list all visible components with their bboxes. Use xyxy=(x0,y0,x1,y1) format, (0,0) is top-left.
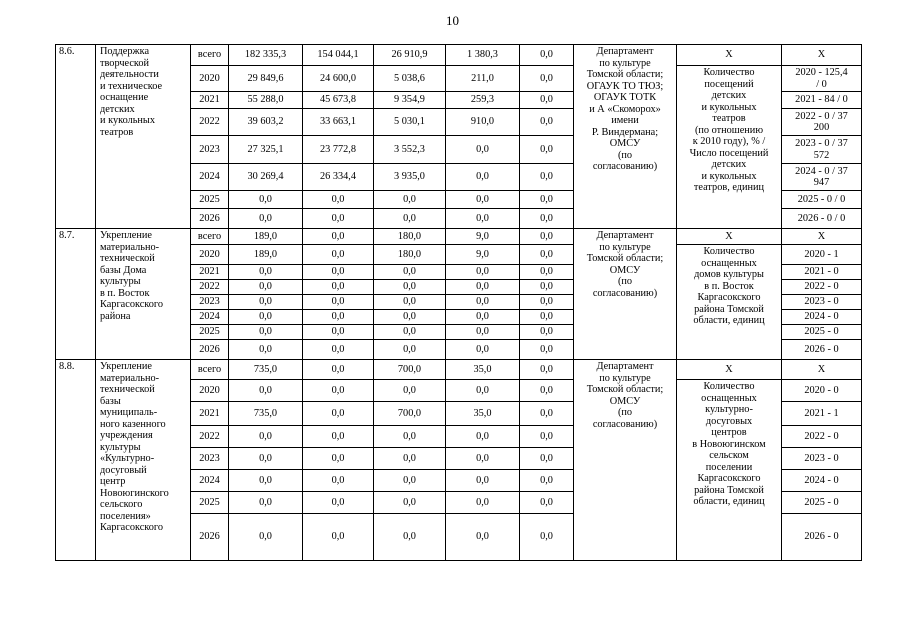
regional-amount: 0,0 xyxy=(374,191,446,209)
total-amount: 30 269,4 xyxy=(229,164,303,191)
local-amount: 9,0 xyxy=(446,245,520,265)
regional-amount: 0,0 xyxy=(374,514,446,561)
regional-amount: 0,0 xyxy=(374,340,446,360)
indicator-x: Х xyxy=(677,229,782,245)
total-amount: 0,0 xyxy=(229,191,303,209)
regional-amount: 700,0 xyxy=(374,402,446,426)
extrabudget-amount: 0,0 xyxy=(520,164,574,191)
federal-amount: 0,0 xyxy=(303,245,374,265)
extrabudget-amount: 0,0 xyxy=(520,310,574,325)
table-body xyxy=(56,45,862,561)
regional-amount: 26 910,9 xyxy=(374,45,446,66)
year-cell: 2022 xyxy=(191,109,229,136)
extrabudget-amount: 0,0 xyxy=(520,426,574,448)
federal-amount: 0,0 xyxy=(303,514,374,561)
federal-amount: 0,0 xyxy=(303,280,374,295)
total-amount: 0,0 xyxy=(229,310,303,325)
year-cell: 2020 xyxy=(191,245,229,265)
extrabudget-amount: 0,0 xyxy=(520,209,574,229)
target-value: 2020 - 0 xyxy=(782,380,862,402)
total-amount: 27 325,1 xyxy=(229,136,303,164)
regional-amount: 0,0 xyxy=(374,295,446,310)
extrabudget-amount: 0,0 xyxy=(520,191,574,209)
regional-amount: 9 354,9 xyxy=(374,92,446,109)
local-amount: 0,0 xyxy=(446,340,520,360)
year-cell: 2022 xyxy=(191,426,229,448)
year-cell: всего xyxy=(191,360,229,380)
extrabudget-amount: 0,0 xyxy=(520,280,574,295)
total-amount: 735,0 xyxy=(229,402,303,426)
federal-amount: 0,0 xyxy=(303,470,374,492)
year-cell: 2023 xyxy=(191,295,229,310)
activity-number: 8.7. xyxy=(56,229,96,360)
total-amount: 0,0 xyxy=(229,340,303,360)
extrabudget-amount: 0,0 xyxy=(520,229,574,245)
year-cell: 2026 xyxy=(191,209,229,229)
year-cell: 2024 xyxy=(191,164,229,191)
local-amount: 9,0 xyxy=(446,229,520,245)
year-cell: всего xyxy=(191,229,229,245)
table-row xyxy=(56,45,862,66)
federal-amount: 0,0 xyxy=(303,191,374,209)
local-amount: 0,0 xyxy=(446,209,520,229)
year-cell: 2025 xyxy=(191,191,229,209)
federal-amount: 0,0 xyxy=(303,426,374,448)
regional-amount: 5 038,6 xyxy=(374,66,446,92)
table-row xyxy=(56,360,862,380)
executor: Департамент по культуре Томской области; ОМСУ (по согласованию) xyxy=(574,229,677,360)
activity-number: 8.6. xyxy=(56,45,96,229)
regional-amount: 0,0 xyxy=(374,310,446,325)
year-cell: 2025 xyxy=(191,325,229,340)
target-value: 2024 - 0 / 37 947 xyxy=(782,164,862,191)
executor: Департамент по культуре Томской области; ОГАУК ТО ТЮЗ; ОГАУК ТОТК и А «Скоморох» имени Р. Виндермана; ОМСУ (по согласованию) xyxy=(574,45,677,229)
target-x: Х xyxy=(782,45,862,66)
page-number: 10 xyxy=(446,13,459,28)
extrabudget-amount: 0,0 xyxy=(520,325,574,340)
target-value: 2022 - 0 / 37 200 xyxy=(782,109,862,136)
extrabudget-amount: 0,0 xyxy=(520,92,574,109)
table-row xyxy=(56,229,862,245)
target-value: 2021 - 84 / 0 xyxy=(782,92,862,109)
regional-amount: 0,0 xyxy=(374,209,446,229)
regional-amount: 3 935,0 xyxy=(374,164,446,191)
regional-amount: 0,0 xyxy=(374,448,446,470)
total-amount: 0,0 xyxy=(229,470,303,492)
regional-amount: 0,0 xyxy=(374,380,446,402)
extrabudget-amount: 0,0 xyxy=(520,402,574,426)
total-amount: 0,0 xyxy=(229,426,303,448)
local-amount: 0,0 xyxy=(446,380,520,402)
year-cell: 2024 xyxy=(191,470,229,492)
target-value: 2021 - 1 xyxy=(782,402,862,426)
year-cell: 2025 xyxy=(191,492,229,514)
total-amount: 189,0 xyxy=(229,229,303,245)
target-x: Х xyxy=(782,360,862,380)
total-amount: 735,0 xyxy=(229,360,303,380)
extrabudget-amount: 0,0 xyxy=(520,136,574,164)
target-value: 2021 - 0 xyxy=(782,265,862,280)
target-value: 2023 - 0 xyxy=(782,448,862,470)
local-amount: 0,0 xyxy=(446,295,520,310)
local-amount: 0,0 xyxy=(446,265,520,280)
total-amount: 29 849,6 xyxy=(229,66,303,92)
activity-name: Укрепление материально- технической базы Дома культуры в п. Восток Каргасокского района xyxy=(96,229,191,360)
regional-amount: 700,0 xyxy=(374,360,446,380)
target-value: 2026 - 0 xyxy=(782,514,862,561)
extrabudget-amount: 0,0 xyxy=(520,245,574,265)
total-amount: 0,0 xyxy=(229,492,303,514)
indicator-name: Количество оснащенных домов культуры в п. Восток Каргасокского района Томской области, единиц xyxy=(677,245,782,360)
total-amount: 0,0 xyxy=(229,380,303,402)
target-value: 2026 - 0 xyxy=(782,340,862,360)
target-value: 2023 - 0 xyxy=(782,295,862,310)
federal-amount: 0,0 xyxy=(303,402,374,426)
federal-amount: 154 044,1 xyxy=(303,45,374,66)
local-amount: 0,0 xyxy=(446,448,520,470)
total-amount: 0,0 xyxy=(229,514,303,561)
federal-amount: 0,0 xyxy=(303,380,374,402)
federal-amount: 0,0 xyxy=(303,360,374,380)
indicator-name: Количество посещений детских и кукольных театров (по отношению к 2010 году), % / Число посещений детских и кукольных театров, единиц xyxy=(677,66,782,229)
target-value: 2022 - 0 xyxy=(782,426,862,448)
local-amount: 0,0 xyxy=(446,514,520,561)
extrabudget-amount: 0,0 xyxy=(520,470,574,492)
year-cell: 2022 xyxy=(191,280,229,295)
federal-amount: 0,0 xyxy=(303,448,374,470)
federal-amount: 33 663,1 xyxy=(303,109,374,136)
total-amount: 0,0 xyxy=(229,280,303,295)
federal-amount: 0,0 xyxy=(303,229,374,245)
total-amount: 55 288,0 xyxy=(229,92,303,109)
local-amount: 0,0 xyxy=(446,492,520,514)
total-amount: 39 603,2 xyxy=(229,109,303,136)
year-cell: 2023 xyxy=(191,448,229,470)
federal-amount: 24 600,0 xyxy=(303,66,374,92)
regional-amount: 0,0 xyxy=(374,280,446,295)
local-amount: 0,0 xyxy=(446,164,520,191)
federal-amount: 23 772,8 xyxy=(303,136,374,164)
target-value: 2024 - 0 xyxy=(782,310,862,325)
extrabudget-amount: 0,0 xyxy=(520,492,574,514)
extrabudget-amount: 0,0 xyxy=(520,340,574,360)
total-amount: 0,0 xyxy=(229,448,303,470)
year-cell: 2021 xyxy=(191,92,229,109)
year-cell: 2021 xyxy=(191,265,229,280)
target-value: 2020 - 125,4 / 0 xyxy=(782,66,862,92)
local-amount: 211,0 xyxy=(446,66,520,92)
federal-amount: 0,0 xyxy=(303,340,374,360)
target-value: 2023 - 0 / 37 572 xyxy=(782,136,862,164)
extrabudget-amount: 0,0 xyxy=(520,448,574,470)
federal-amount: 0,0 xyxy=(303,265,374,280)
total-amount: 0,0 xyxy=(229,209,303,229)
local-amount: 0,0 xyxy=(446,470,520,492)
target-value: 2025 - 0 xyxy=(782,325,862,340)
extrabudget-amount: 0,0 xyxy=(520,295,574,310)
year-cell: 2026 xyxy=(191,340,229,360)
year-cell: 2024 xyxy=(191,310,229,325)
extrabudget-amount: 0,0 xyxy=(520,380,574,402)
regional-amount: 0,0 xyxy=(374,426,446,448)
year-cell: 2020 xyxy=(191,66,229,92)
federal-amount: 45 673,8 xyxy=(303,92,374,109)
target-value: 2024 - 0 xyxy=(782,470,862,492)
target-value: 2020 - 1 xyxy=(782,245,862,265)
federal-amount: 26 334,4 xyxy=(303,164,374,191)
regional-amount: 180,0 xyxy=(374,245,446,265)
target-value: 2025 - 0 / 0 xyxy=(782,191,862,209)
regional-amount: 180,0 xyxy=(374,229,446,245)
executor: Департамент по культуре Томской области; ОМСУ (по согласованию) xyxy=(574,360,677,561)
indicator-x: Х xyxy=(677,45,782,66)
extrabudget-amount: 0,0 xyxy=(520,66,574,92)
target-x: Х xyxy=(782,229,862,245)
extrabudget-amount: 0,0 xyxy=(520,45,574,66)
federal-amount: 0,0 xyxy=(303,492,374,514)
local-amount: 0,0 xyxy=(446,426,520,448)
year-cell: 2026 xyxy=(191,514,229,561)
program-activities-table xyxy=(55,44,862,561)
local-amount: 0,0 xyxy=(446,325,520,340)
local-amount: 35,0 xyxy=(446,402,520,426)
local-amount: 0,0 xyxy=(446,310,520,325)
federal-amount: 0,0 xyxy=(303,310,374,325)
target-value: 2026 - 0 / 0 xyxy=(782,209,862,229)
local-amount: 0,0 xyxy=(446,280,520,295)
regional-amount: 0,0 xyxy=(374,470,446,492)
total-amount: 0,0 xyxy=(229,265,303,280)
total-amount: 189,0 xyxy=(229,245,303,265)
local-amount: 259,3 xyxy=(446,92,520,109)
regional-amount: 0,0 xyxy=(374,265,446,280)
extrabudget-amount: 0,0 xyxy=(520,265,574,280)
activity-number: 8.8. xyxy=(56,360,96,561)
target-value: 2025 - 0 xyxy=(782,492,862,514)
federal-amount: 0,0 xyxy=(303,209,374,229)
federal-amount: 0,0 xyxy=(303,325,374,340)
indicator-x: Х xyxy=(677,360,782,380)
total-amount: 182 335,3 xyxy=(229,45,303,66)
extrabudget-amount: 0,0 xyxy=(520,514,574,561)
regional-amount: 3 552,3 xyxy=(374,136,446,164)
local-amount: 0,0 xyxy=(446,136,520,164)
local-amount: 0,0 xyxy=(446,191,520,209)
local-amount: 910,0 xyxy=(446,109,520,136)
total-amount: 0,0 xyxy=(229,295,303,310)
extrabudget-amount: 0,0 xyxy=(520,360,574,380)
federal-amount: 0,0 xyxy=(303,295,374,310)
indicator-name: Количество оснащенных культурно- досуговых центров в Новоюгинском сельском поселении Каргасокского района Томской области, единиц xyxy=(677,380,782,561)
year-cell: 2021 xyxy=(191,402,229,426)
activity-name: Укрепление материально- технической базы муниципаль- ного казенного учреждения культуры «Культурно- досуговый центр Новоюгинского сельского поселения» Каргасокского xyxy=(96,360,191,561)
year-cell: 2020 xyxy=(191,380,229,402)
regional-amount: 5 030,1 xyxy=(374,109,446,136)
activity-name: Поддержка творческой деятельности и техническое оснащение детских и кукольных театров xyxy=(96,45,191,229)
regional-amount: 0,0 xyxy=(374,492,446,514)
local-amount: 35,0 xyxy=(446,360,520,380)
local-amount: 1 380,3 xyxy=(446,45,520,66)
target-value: 2022 - 0 xyxy=(782,280,862,295)
extrabudget-amount: 0,0 xyxy=(520,109,574,136)
regional-amount: 0,0 xyxy=(374,325,446,340)
year-cell: 2023 xyxy=(191,136,229,164)
total-amount: 0,0 xyxy=(229,325,303,340)
year-cell: всего xyxy=(191,45,229,66)
